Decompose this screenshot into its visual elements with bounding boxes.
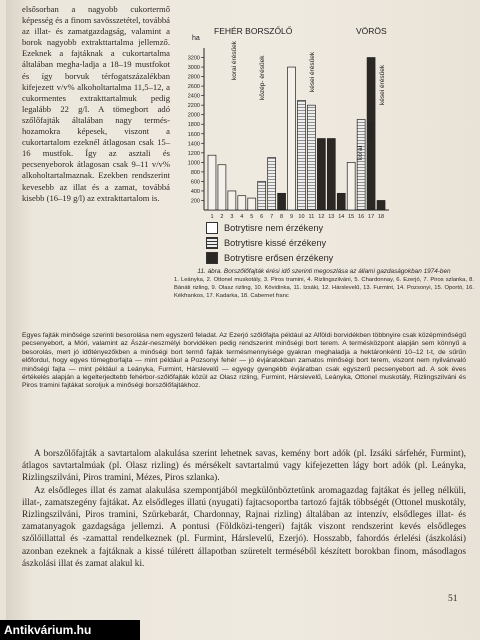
x-tick-label: 14: [338, 214, 345, 220]
y-tick-label: 1400: [187, 141, 200, 148]
x-tick-label: 9: [289, 214, 294, 220]
x-tick-label: 6: [260, 214, 264, 220]
bar: [357, 119, 365, 210]
bar: [298, 100, 306, 210]
y-tick-label: 3200: [187, 55, 200, 62]
bar: [307, 105, 315, 210]
x-tick-label: 15: [348, 214, 355, 220]
left-paragraph: elsősorban a nagyobb cukortermő képesség és a finom savösszetétel, továbbá az illat- és zamatgazdagság, valamint a borok nagyobb extrakttartalma jellemző. Ezeknek a fajtáknak a cukortartalma általában megha-ladja a 18–19 mustfokot és így borvuk térfogatszázalékban kifejezett v/v% alkoholtartalma 11,5–12, a cukormentes extrakttartalmuk pedig legalább 22 g/l. A tömegbort adó szőlőfajták általában nagy termés-hozamokra képesek, viszont a cukortartalom ezeknél átlagosan csak 15–16 mustfok. Így az asztali és pecsenyeborok átlagosan csak 9–11 v/v% alkoholtartalmaznak. Ezekben rendszerint kevesebb az illat és a zamat, továbbá kisebb (16–19 g/l) az extrakttartalom is.: [22, 4, 170, 203]
bar: [268, 158, 276, 210]
caption-text: 1. Leányka, 2. Ottonel muskotály, 3. Piros tramini, 4. Rizlingszilváni, 5. Chardonnay, 6. Ezerjó, 7. Piros szlanka, 8. Bánáti rizling, 9. Olasz rizling, 10. Kövidinka, 11. Izsáki, 12. Hárslevelű, 13. Furmint, 14. Pozsonyi, 15. Oportó, 16. Kékfrankos, 17. Kadarka, 18. Cabernet franc: [174, 277, 474, 299]
chart-title-red: VÖRÖS: [356, 26, 387, 36]
x-tick-label: 17: [368, 214, 375, 220]
x-tick-label: 16: [358, 214, 365, 220]
y-tick-label: 1800: [187, 122, 200, 129]
bar: [258, 181, 266, 210]
bar: [208, 155, 216, 210]
y-tick-label: 400: [190, 188, 200, 195]
x-tick-label: 1: [210, 214, 214, 220]
body-text: [22, 448, 466, 570]
x-tick-label: 4: [240, 214, 244, 220]
bar: [317, 139, 325, 210]
chart-annotation: közép- érésűek: [259, 55, 266, 100]
legend-swatch-hatched: [206, 237, 218, 249]
chart-annotation: korai érésűek: [231, 40, 238, 80]
paragraph-small: [22, 332, 466, 391]
x-tick-label: 10: [298, 214, 305, 220]
book-page: [6, 0, 474, 640]
y-tick-label: 2000: [187, 112, 200, 119]
legend-item: [206, 235, 446, 250]
bar: [278, 193, 286, 210]
y-tick-label: 2800: [187, 74, 200, 81]
x-tick-label: 5: [250, 214, 254, 220]
caption-title: 11. ábra. Borszőlőfajták érési idő szerinti megoszlása az állami gazdaságokban 1974-ben: [197, 268, 451, 275]
y-tick-label: 200: [190, 198, 200, 205]
legend-item: [206, 250, 446, 265]
paragraph-2: A borszőlőfajták a savtartalom alakulása szerint lehetnek savas, kemény bort adók (pl. Izsáki sárfehér, Furmint), átlagos savtartalmúak (pl. Olasz rizling) és mérsékelt savtartalmú vagy kifejezetten lágy bort adók (pl. Leányka, Rizlingszilváni, Piros tramini, Mézes, Piros szlanka).: [22, 449, 466, 484]
x-tick-label: 12: [318, 214, 325, 220]
x-tick-label: 11: [308, 214, 315, 220]
bar: [327, 139, 335, 210]
chart-annotation: kései érésűek: [309, 51, 316, 92]
paragraph-1: Egyes fajták minősége szerinti besorolása nem egyszerű feladat. Az Ezerjó szőlőfajta például az Alföldi borvidékben többnyire csak középminőségű pecsenyebort, a Móri, valamint az Ászár-neszmélyi borvidéken pedig rendszerint minőségi bort terem. A termésközpont alapján sem könnyű a besorolás, mert jó időtényezőkben a minőségi bort termő fajták termésmennyisége gyakran meghaladja a hektáronkénti 10–12 t-t, de sűrűn előfordul, hogy egyes tömegborfajta — mint például a Pozsonyi fehér — jó évjáratokban zamatos minőségi bort terem, viszont nem nyilvánvaló minőségi fajta — mint például a Leányka, Furmint, Hárslevelű — egyegy gyengébb évjáratban csak egyszerű pecsenyebort ad. A sok éves értékelés alapján a legelterjedtebb fehérbor-szőlőfajták közül az Olasz rizling, Furmint, Hárslevelű, Leányka, Ottonel muskotály, Rizlingszilváni és Piros tramini fajtákat soroljuk a minőségi borszőlőfajtákhoz.: [22, 332, 466, 390]
chart-svg: [174, 20, 474, 220]
y-tick-label: 600: [190, 179, 200, 186]
page-number: 51: [448, 594, 458, 604]
legend-label: Botrytisre kissé érzékeny: [224, 237, 327, 248]
legend-item: [206, 220, 446, 235]
bar: [228, 191, 236, 210]
bar: [248, 198, 256, 210]
bar: [238, 196, 246, 210]
x-tick-label: 3: [230, 214, 234, 220]
y-tick-label: 800: [190, 169, 200, 176]
left-column-text: [22, 4, 170, 204]
bar: [347, 162, 355, 210]
x-tick-label: 2: [220, 214, 224, 220]
y-axis-label: ha: [192, 35, 200, 42]
watermark-logo: Antikvárium.hu: [0, 620, 140, 640]
bar-chart: [174, 20, 474, 230]
x-tick-label: 8: [280, 214, 284, 220]
chart-annotation: kései érésűek: [379, 64, 386, 105]
x-tick-label: 18: [377, 214, 385, 220]
legend-swatch-dark: [206, 252, 218, 264]
y-tick-label: 2400: [187, 93, 200, 100]
y-tick-label: 1000: [187, 160, 200, 167]
y-tick-label: 2600: [187, 84, 200, 91]
x-tick-label: 13: [328, 214, 335, 220]
chart-annotation: korai: [357, 145, 364, 160]
chart-legend: [206, 220, 446, 265]
chart-annotation: közép: [367, 122, 374, 140]
legend-label: Botrytisre nem érzékeny: [224, 222, 324, 233]
legend-label: Botrytisre erősen érzékeny: [224, 252, 334, 263]
bar: [288, 67, 296, 210]
chart-title-white: FEHÉR BORSZŐLŐ: [214, 26, 293, 36]
legend-swatch-white: [206, 222, 218, 234]
y-tick-label: 3000: [187, 65, 200, 72]
y-tick-label: 1600: [187, 131, 200, 138]
y-tick-label: 2200: [187, 103, 200, 110]
figure-caption: [174, 268, 474, 300]
bar: [377, 200, 385, 210]
y-tick-label: 1200: [187, 150, 200, 157]
bar: [218, 165, 226, 210]
x-tick-label: 7: [270, 214, 274, 220]
bar: [337, 193, 345, 210]
paragraph-3: Az elsődleges illat és zamat alakulása szempontjából megkülönböztetünk aromagazdag fajtákat és jelleg nélküli, illat-, zamatszegény fajtákat. Az elsődleges illatú (nyugati) fajtacsoportba tartozó fajták többségét (Ottonel muskotály, Rizlingszilváni, Piros tramini, Szürkebarát, Chardonnay, Rajnai rizling) általában az intenzív, elsődleges illat- és zamatanyagok gazdagsága jellemzi. A pontusi (Földközi-tengeri) fajták viszont rendszerint kevés elsődleges szőlőillattal és -zamattal rendelkeznek (pl. Furmint, Hárslevelű, Ezerjó). Hosszabb, fahordós érlelési (ászkolási) azonban ezeknek a fajtáknak a kissé túlérett állapotban szüretelt terméséből készített borokban finom, másodlagos ászkolási illat és zamat alakul ki.: [22, 485, 466, 569]
